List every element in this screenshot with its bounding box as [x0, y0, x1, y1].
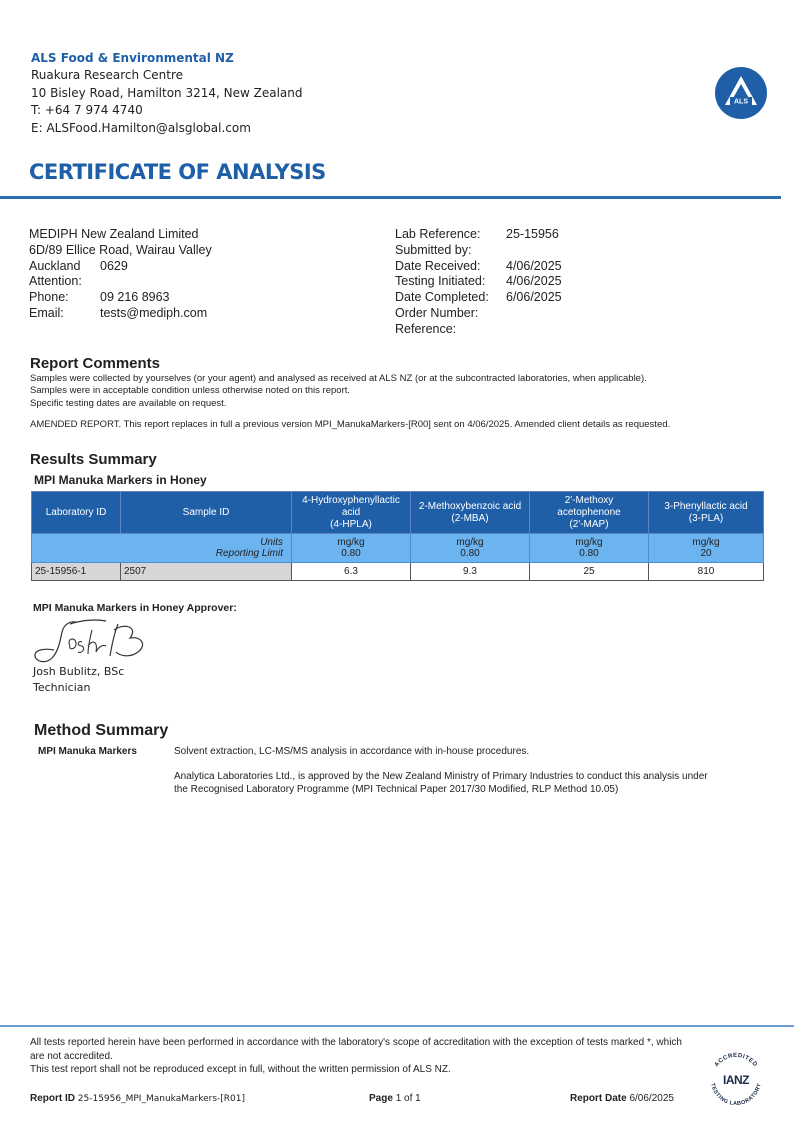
page-value: 1 of 1: [395, 1093, 421, 1104]
units-rl-labels: [32, 534, 292, 563]
footer-divider: [0, 1025, 794, 1027]
accreditation-statement: All tests reported herein have been performed in accordance with the laboratory's scope of accreditation with the exception of tests marked *, which are not accredited.: [30, 1037, 682, 1062]
date-completed: 6/06/2025: [506, 290, 562, 305]
approver-signoff: [33, 664, 124, 696]
units-cell: [411, 534, 530, 563]
completed-label: Date Completed:: [395, 290, 489, 305]
phone-label: Phone:: [29, 290, 69, 305]
lab-ref-label: Lab Reference:: [395, 227, 481, 241]
units-value: mg/kg: [337, 536, 365, 548]
signature: [30, 612, 165, 667]
col-lab-id: Laboratory ID: [32, 492, 121, 534]
reporting-limit-label: Reporting Limit: [215, 548, 283, 559]
units-cell: [292, 534, 411, 563]
amended-note: AMENDED REPORT. This report replaces in full a previous version MPI_ManukaMarkers-[R00] sent on 4/06/2025. Amended client details as requested.: [30, 419, 671, 430]
client-postcode: 0629: [100, 258, 128, 273]
ianz-bottom-text: TESTING LABORATORY: [709, 1082, 763, 1108]
result-cell: 6.3: [292, 563, 411, 581]
method-note: [174, 771, 764, 796]
table-row: [32, 563, 764, 581]
results-subheading: MPI Manuka Markers in Honey: [34, 473, 207, 487]
date-received: 4/06/2025: [506, 258, 562, 273]
method-note-line: the Recognised Laboratory Programme (MPI Technical Paper 2017/30 Modified, RLP Method 10.05): [174, 783, 619, 795]
units-value: mg/kg: [575, 536, 603, 548]
email-label: Email:: [29, 305, 64, 320]
lab-info-block: [395, 227, 562, 338]
report-date-label: Report Date: [570, 1093, 627, 1104]
results-table: [31, 491, 764, 581]
report-id-label: Report ID: [30, 1093, 75, 1104]
comment-line: Samples were in acceptable condition unless otherwise noted on this report.: [30, 385, 351, 397]
units-value: mg/kg: [456, 536, 484, 548]
analyte-label: 3-Phenyllactic acid: [664, 500, 748, 512]
method-name: MPI Manuka Markers: [38, 746, 137, 757]
method-note-line: Analytica Laboratories Ltd., is approved by the New Zealand Ministry of Primary Industries to conduct this analysis under: [174, 771, 708, 782]
reference-label: Reference:: [395, 321, 457, 336]
approver-name: Josh Bublitz, BSc: [33, 665, 125, 678]
units-cell: [530, 534, 649, 563]
result-cell: 9.3: [411, 563, 530, 581]
logo-text: ALS: [734, 98, 748, 106]
comment-line: Specific testing dates are available on request.: [30, 397, 227, 409]
svg-text:ACCREDITED: [714, 1053, 758, 1068]
order-label: Order Number:: [395, 305, 479, 320]
report-id-value: 25-15956_MPI_ManukaMarkers-[R01]: [77, 1094, 245, 1104]
ianz-top-text: ACCREDITED: [713, 1052, 759, 1069]
lab-name: ALS Food & Environmental NZ: [31, 51, 234, 65]
lab-email: E: ALSFood.Hamilton@alsglobal.com: [31, 121, 251, 135]
page-title: CERTIFICATE OF ANALYSIS: [29, 160, 326, 184]
ianz-accreditation-logo: [703, 1047, 769, 1113]
approver-role: Technician: [33, 681, 91, 694]
analyte-label: (2-MBA): [451, 512, 489, 524]
results-heading: Results Summary: [30, 451, 157, 468]
method-description: Solvent extraction, LC-MS/MS analysis in accordance with in-house procedures.: [174, 746, 530, 757]
initiated-label: Testing Initiated:: [395, 274, 486, 289]
rl-value: 20: [700, 548, 712, 559]
sample-id-cell: 2507: [121, 563, 292, 581]
rl-value: 0.80: [579, 548, 599, 559]
received-label: Date Received:: [395, 258, 481, 273]
lab-phone: T: +64 7 974 4740: [31, 103, 143, 117]
result-cell: 25: [530, 563, 649, 581]
client-company: MEDIPH New Zealand Limited: [29, 227, 199, 241]
report-date: [570, 1093, 674, 1104]
lab-ref: 25-15956: [506, 227, 559, 241]
page-number: [369, 1093, 421, 1104]
client-email: tests@mediph.com: [100, 305, 208, 320]
ianz-mid-text: IANZ: [723, 1073, 749, 1087]
lab-address: 10 Bisley Road, Hamilton 3214, New Zealand: [31, 86, 303, 100]
analyte-label: 2'-Methoxy: [564, 494, 614, 506]
client-block: [29, 227, 212, 322]
submitted-label: Submitted by:: [395, 242, 472, 257]
col-analyte-1: [292, 492, 411, 534]
page-label: Page: [369, 1093, 393, 1104]
comments-body: [30, 373, 770, 410]
report-date-value: 6/06/2025: [629, 1093, 674, 1104]
analyte-label: acetophenone: [557, 506, 621, 518]
report-id: [30, 1093, 245, 1104]
analyte-label: (3-PLA): [688, 512, 724, 524]
col-analyte-2: [411, 492, 530, 534]
attention-label: Attention:: [29, 274, 82, 289]
units-row: [32, 534, 764, 563]
client-street: 6D/89 Ellice Road, Wairau Valley: [29, 242, 212, 257]
col-analyte-4: [649, 492, 764, 534]
method-heading: Method Summary: [34, 722, 169, 739]
comments-heading: Report Comments: [30, 355, 161, 372]
analyte-label: 4-Hydroxyphenyllactic: [302, 494, 400, 506]
analyte-label: 2-Methoxybenzoic acid: [418, 500, 522, 512]
units-cell: [649, 534, 764, 563]
units-label: Units: [260, 536, 283, 548]
approver-heading: MPI Manuka Markers in Honey Approver:: [33, 602, 237, 614]
analyte-label: (4-HPLA): [330, 518, 372, 530]
analyte-label: (2'-MAP): [569, 518, 609, 530]
units-value: mg/kg: [692, 536, 720, 548]
lab-id-cell: 25-15956-1: [32, 563, 121, 581]
footer-text: [30, 1036, 682, 1077]
col-sample-id: Sample ID: [121, 492, 292, 534]
client-city: Auckland: [29, 258, 81, 273]
col-analyte-3: [530, 492, 649, 534]
als-logo: [715, 67, 767, 119]
title-divider: [0, 196, 781, 199]
lab-centre: Ruakura Research Centre: [31, 68, 184, 82]
reproduction-statement: This test report shall not be reproduced except in full, without the written permission of ALS NZ.: [30, 1064, 451, 1075]
rl-value: 0.80: [460, 548, 480, 559]
client-phone: 09 216 8963: [100, 290, 170, 305]
result-cell: 810: [649, 563, 764, 581]
testing-initiated: 4/06/2025: [506, 274, 562, 289]
analyte-label: acid: [341, 506, 361, 518]
comment-line: Samples were collected by yourselves (or your agent) and analysed as received at ALS NZ (or at the subcontracted laboratories, when applicable).: [30, 373, 647, 384]
rl-value: 0.80: [341, 548, 361, 559]
table-header-row: [32, 492, 764, 534]
